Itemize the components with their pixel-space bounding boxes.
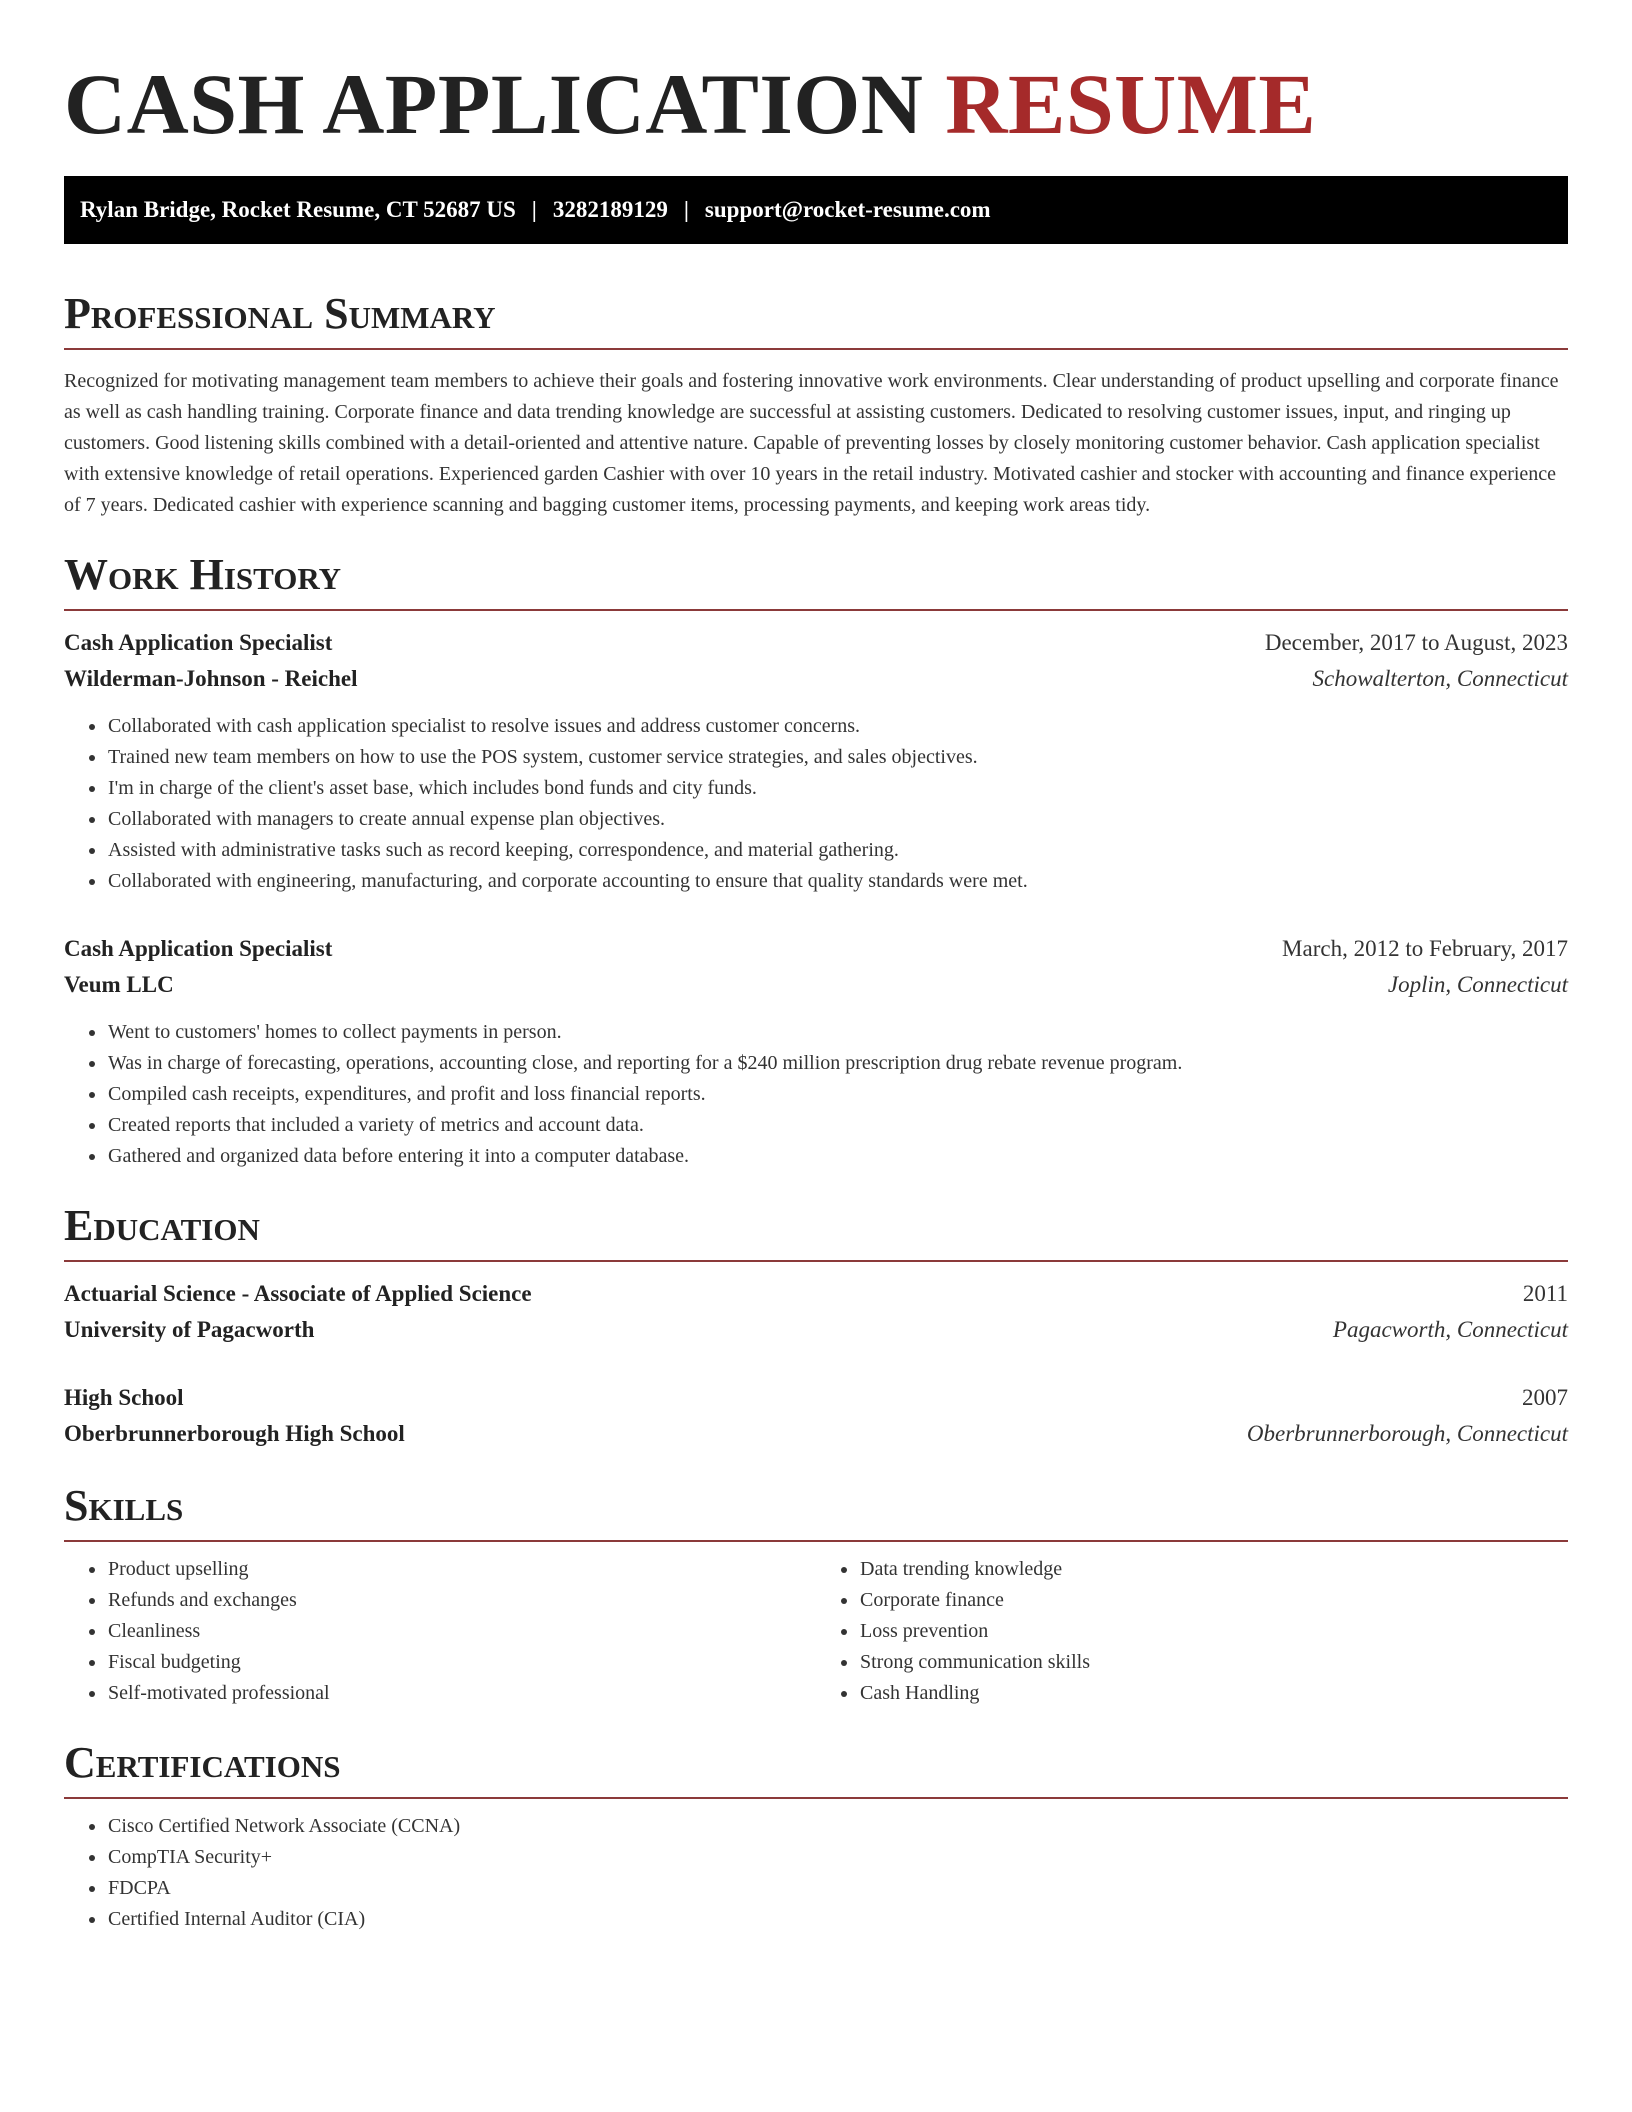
section-divider — [64, 1797, 1568, 1799]
job-header-row — [64, 931, 1568, 967]
certification-item: • Certified Internal Auditor (CIA) — [107, 1904, 1568, 1935]
education-degree-row — [64, 1276, 1568, 1312]
list-item: • Was in charge of forecasting, operations, accounting close, and reporting for a $240 million prescription drug rebate revenue program. — [107, 1048, 1568, 1079]
certification-item: • Cisco Certified Network Associate (CCNA) — [107, 1811, 1568, 1842]
job-entry — [64, 931, 1568, 1172]
list-item: • Collaborated with managers to create annual expense plan objectives. — [107, 804, 1568, 835]
contact-separator: | — [683, 197, 689, 222]
list-item: • Compiled cash receipts, expenditures, and profit and loss financial reports. — [107, 1079, 1568, 1110]
skills-grid — [64, 1554, 1568, 1709]
section-heading-skills: Skills — [64, 1481, 184, 1530]
skill-item: • Cleanliness — [107, 1616, 816, 1647]
certification-item: • FDCPA — [107, 1873, 1568, 1904]
title-main: CASH APPLICATION — [64, 56, 924, 152]
title-accent: RESUME — [945, 56, 1317, 152]
skill-item: • Cash Handling — [859, 1678, 1568, 1709]
education-entry — [64, 1380, 1568, 1452]
skill-item: • Corporate finance — [859, 1585, 1568, 1616]
summary-text: Recognized for motivating management team members to achieve their goals and fostering innovative work environments. Clear understanding of product upselling and corporate finance as well as cash handling training. Corporate finance and data trending knowledge are successful at assisting customers. Dedicated to resolving customer issues, input, and ringing up customers. Good listening skills combined with a detail-oriented and attentive nature. Capable of preventing losses by closely monitoring customer behavior. Cash application specialist with extensive knowledge of retail operations. Experienced garden Cashier with over 10 years in the retail industry. Motivated cashier and stocker with accounting and finance experience of 7 years. Dedicated cashier with experience scanning and bagging customer items, processing payments, and keeping work areas tidy. — [64, 370, 1559, 516]
list-item: • Collaborated with cash application specialist to resolve issues and address customer concerns. — [107, 711, 1568, 742]
skill-item: • Product upselling — [107, 1554, 816, 1585]
education-year: 2007 — [1522, 1385, 1568, 1410]
skill-item: • Strong communication skills — [859, 1647, 1568, 1678]
job-bullets — [64, 711, 1568, 897]
list-item: • Created reports that included a variety of metrics and account data. — [107, 1110, 1568, 1141]
skill-item: • Fiscal budgeting — [107, 1647, 816, 1678]
education-degree: Actuarial Science - Associate of Applied Science — [64, 1281, 532, 1306]
skills-list-left — [64, 1554, 816, 1709]
section-heading-summary: Professional Summary — [64, 289, 496, 338]
section-heading-education: Education — [64, 1201, 260, 1250]
education-degree-row — [64, 1380, 1568, 1416]
certification-item: • CompTIA Security+ — [107, 1842, 1568, 1873]
certifications-list — [64, 1811, 1568, 1935]
job-dates: December, 2017 to August, 2023 — [1264, 630, 1568, 655]
section-heading-certifications: Certifications — [64, 1738, 341, 1787]
contact-phone: 3282189129 — [552, 197, 668, 222]
contact-name-address: Rylan Bridge, Rocket Resume, CT 52687 US — [80, 197, 516, 222]
section-divider — [64, 348, 1568, 350]
job-header-row — [64, 625, 1568, 661]
education-location: Pagacworth, Connecticut — [1332, 1317, 1568, 1342]
list-item: • Gathered and organized data before entering it into a computer database. — [107, 1141, 1568, 1172]
contact-bar — [64, 176, 1568, 244]
education-school-row — [64, 1312, 1568, 1348]
resume-title — [64, 56, 1568, 152]
contact-email: support@rocket-resume.com — [704, 197, 991, 222]
section-heading-work: Work History — [64, 550, 342, 599]
skill-item: • Loss prevention — [859, 1616, 1568, 1647]
education-year: 2011 — [1522, 1281, 1568, 1306]
skill-item: • Self-motivated professional — [107, 1678, 816, 1709]
job-dates: March, 2012 to February, 2017 — [1282, 936, 1568, 961]
list-item: • Trained new team members on how to use the POS system, customer service strategies, and sales objectives. — [107, 742, 1568, 773]
education-degree: High School — [64, 1385, 184, 1410]
job-company: Wilderman-Johnson - Reichel — [64, 666, 358, 691]
list-item: • I'm in charge of the client's asset base, which includes bond funds and city funds. — [107, 773, 1568, 804]
job-title: Cash Application Specialist — [64, 936, 333, 961]
education-school-row — [64, 1416, 1568, 1452]
education-school: Oberbrunnerborough High School — [64, 1421, 405, 1446]
skill-item: • Data trending knowledge — [859, 1554, 1568, 1585]
job-company-row — [64, 967, 1568, 1003]
job-entry — [64, 625, 1568, 897]
contact-separator: | — [531, 197, 537, 222]
certifications-section — [64, 1737, 1568, 1935]
summary-section — [64, 288, 1568, 521]
job-title: Cash Application Specialist — [64, 630, 333, 655]
skills-list-right — [816, 1554, 1568, 1709]
education-location: Oberbrunnerborough, Connecticut — [1246, 1421, 1568, 1446]
job-company: Veum LLC — [64, 972, 174, 997]
section-divider — [64, 609, 1568, 611]
section-divider — [64, 1540, 1568, 1542]
section-divider — [64, 1260, 1568, 1262]
education-section — [64, 1200, 1568, 1452]
list-item: • Collaborated with engineering, manufacturing, and corporate accounting to ensure that quality standards were met. — [107, 866, 1568, 897]
job-location: Joplin, Connecticut — [1387, 972, 1568, 997]
skills-section — [64, 1480, 1568, 1709]
skill-item: • Refunds and exchanges — [107, 1585, 816, 1616]
education-entry — [64, 1276, 1568, 1348]
job-bullets — [64, 1017, 1568, 1172]
work-section — [64, 549, 1568, 1172]
list-item: • Assisted with administrative tasks such as record keeping, correspondence, and material gathering. — [107, 835, 1568, 866]
job-company-row — [64, 661, 1568, 697]
education-school: University of Pagacworth — [64, 1317, 315, 1342]
list-item: • Went to customers' homes to collect payments in person. — [107, 1017, 1568, 1048]
job-location: Schowalterton, Connecticut — [1312, 666, 1568, 691]
